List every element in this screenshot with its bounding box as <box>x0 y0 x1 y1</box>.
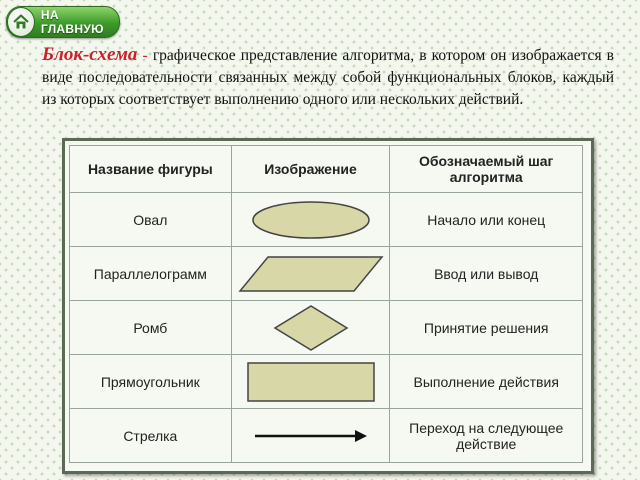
table-row <box>70 301 583 355</box>
intro-text: графическое представление алгоритма, в котором он изображается в виде последовательности связанных между собой функциональных блоков, каждый из которых соответствует выполнению одного или нескольких действий. <box>42 47 614 108</box>
home-button[interactable] <box>6 6 120 38</box>
flowchart-shapes-table <box>62 138 594 474</box>
table-row <box>70 409 583 463</box>
home-icon <box>7 7 35 37</box>
rhombus-shape <box>271 304 351 352</box>
shape-image-rectangle <box>231 355 390 409</box>
shape-meaning: Начало или конец <box>390 193 583 247</box>
rectangle-shape <box>244 359 378 405</box>
shape-name: Прямоугольник <box>70 355 232 409</box>
header-step: Обозначаемый шаг алгоритма <box>390 146 583 193</box>
oval-shape <box>246 198 376 242</box>
home-button-label: НА ГЛАВНУЮ <box>40 8 104 36</box>
shape-name: Ромб <box>70 301 232 355</box>
table-row <box>70 355 583 409</box>
shape-image-arrow <box>231 409 390 463</box>
parallelogram-shape <box>236 253 386 295</box>
header-image: Изображение <box>231 146 390 193</box>
term-dash: - <box>142 47 148 64</box>
intro-paragraph <box>42 44 614 111</box>
header-shape-name: Название фигуры <box>70 146 232 193</box>
shape-meaning: Ввод или вывод <box>390 247 583 301</box>
shape-meaning: Принятие решения <box>390 301 583 355</box>
shape-name: Овал <box>70 193 232 247</box>
term-title: Блок-схема <box>42 44 138 65</box>
table-header-row <box>70 146 583 193</box>
shape-image-rhombus <box>231 301 390 355</box>
table-row <box>70 247 583 301</box>
shape-name: Стрелка <box>70 409 232 463</box>
shape-image-oval <box>231 193 390 247</box>
shape-meaning: Выполнение действия <box>390 355 583 409</box>
table-row <box>70 193 583 247</box>
shape-name: Параллелограмм <box>70 247 232 301</box>
shape-image-parallelogram <box>231 247 390 301</box>
shape-meaning: Переход на следующее действие <box>390 409 583 463</box>
arrow-shape <box>251 426 371 446</box>
